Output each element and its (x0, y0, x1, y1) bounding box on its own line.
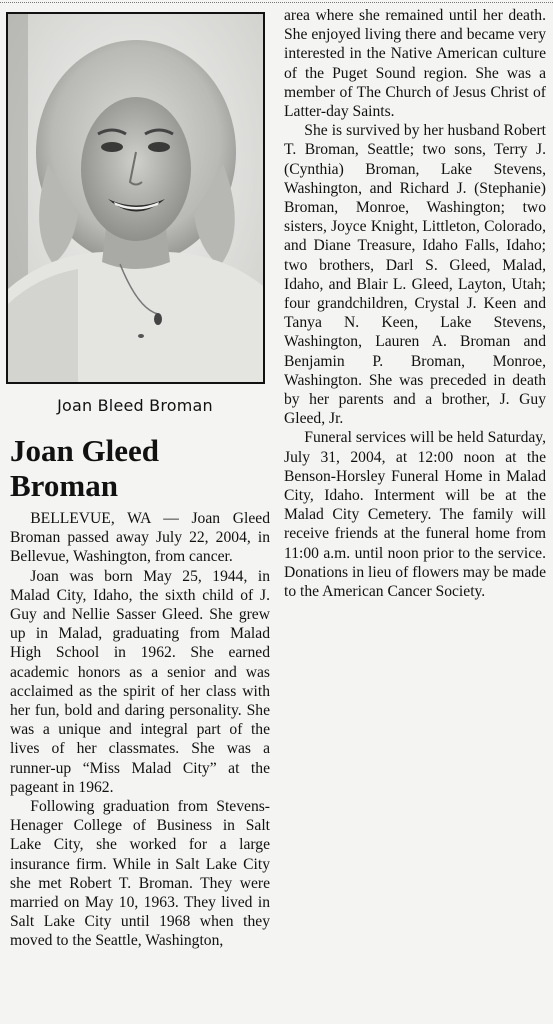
paragraph: Joan was born May 25, 1944, in Malad City, Idaho, the sixth child of J. Guy and Nellie Sasser Gleed. She grew up in Malad, graduating from Malad High School in 1962. She earned academic honors as a senior and was acclaimed as the spirit of her class with her fun, bold and daring personality. She was a unique and integral part of the lives of her classmates. She was a runner-up “Miss Malad City” at the pageant in 1962. (10, 567, 270, 796)
photo-caption: Joan Bleed Broman (57, 396, 213, 415)
paragraph: area where she remained until her death. She enjoyed living there and became very interested in the Native American culture of the Puget Sound region. She was a member of The Church of Jesus Christ of Latter-day Saints. (284, 7, 546, 121)
paragraph: Funeral services will be held Saturday, July 31, 2004, at 12:00 noon at the Benson-Horsley Funeral Home in Malad City, Idaho. Interment will be at the Malad City Cemetery. The family will receive friends at the funeral home from 11:00 a.m. until noon prior to the service. Donations in lieu of flowers may be made to the American Cancer Society. (284, 429, 546, 601)
right-column-text (284, 6, 546, 601)
left-column (6, 12, 270, 951)
portrait-image (8, 14, 263, 382)
top-dotted-rule (0, 2, 553, 3)
left-column-text (10, 509, 270, 951)
paragraph: She is survived by her husband Robert T. Broman, Seattle; two sons, Terry J. (Cynthia) Broman, Lake Stevens, Washington, and Richard J. (Stephanie) Broman, Monroe, Washington; two sisters, Joyce Knight, Littleton, Colorado, and Diane Treasure, Idaho Falls, Idaho; two brothers, Darl S. Gleed, Malad, Idaho, and Blair L. Gleed, Layton, Utah; four grandchildren, Crystal J. Keen and Tanya N. Keen, Lake Stevens, Washington, Lauren A. Broman and Benjamin P. Broman, Monroe, Washington. She was preceded in death by her parents and a brother, J. Guy Gleed, Jr. (284, 122, 546, 428)
right-column (284, 6, 546, 601)
paragraph: BELLEVUE, WA — Joan Gleed Broman passed away July 22, 2004, in Bellevue, Washington, from cancer. (10, 510, 270, 566)
portrait-photo (6, 12, 265, 384)
obituary-headline: Joan Gleed Broman (10, 433, 159, 503)
paragraph: Following graduation from Stevens-Henager College of Business in Salt Lake City, she worked for a large insurance firm. While in Salt Lake City she met Robert T. Broman. They were married on May 10, 1963. They lived in Salt Lake City until 1968 when they moved to the Seattle, Washington, (10, 798, 270, 950)
